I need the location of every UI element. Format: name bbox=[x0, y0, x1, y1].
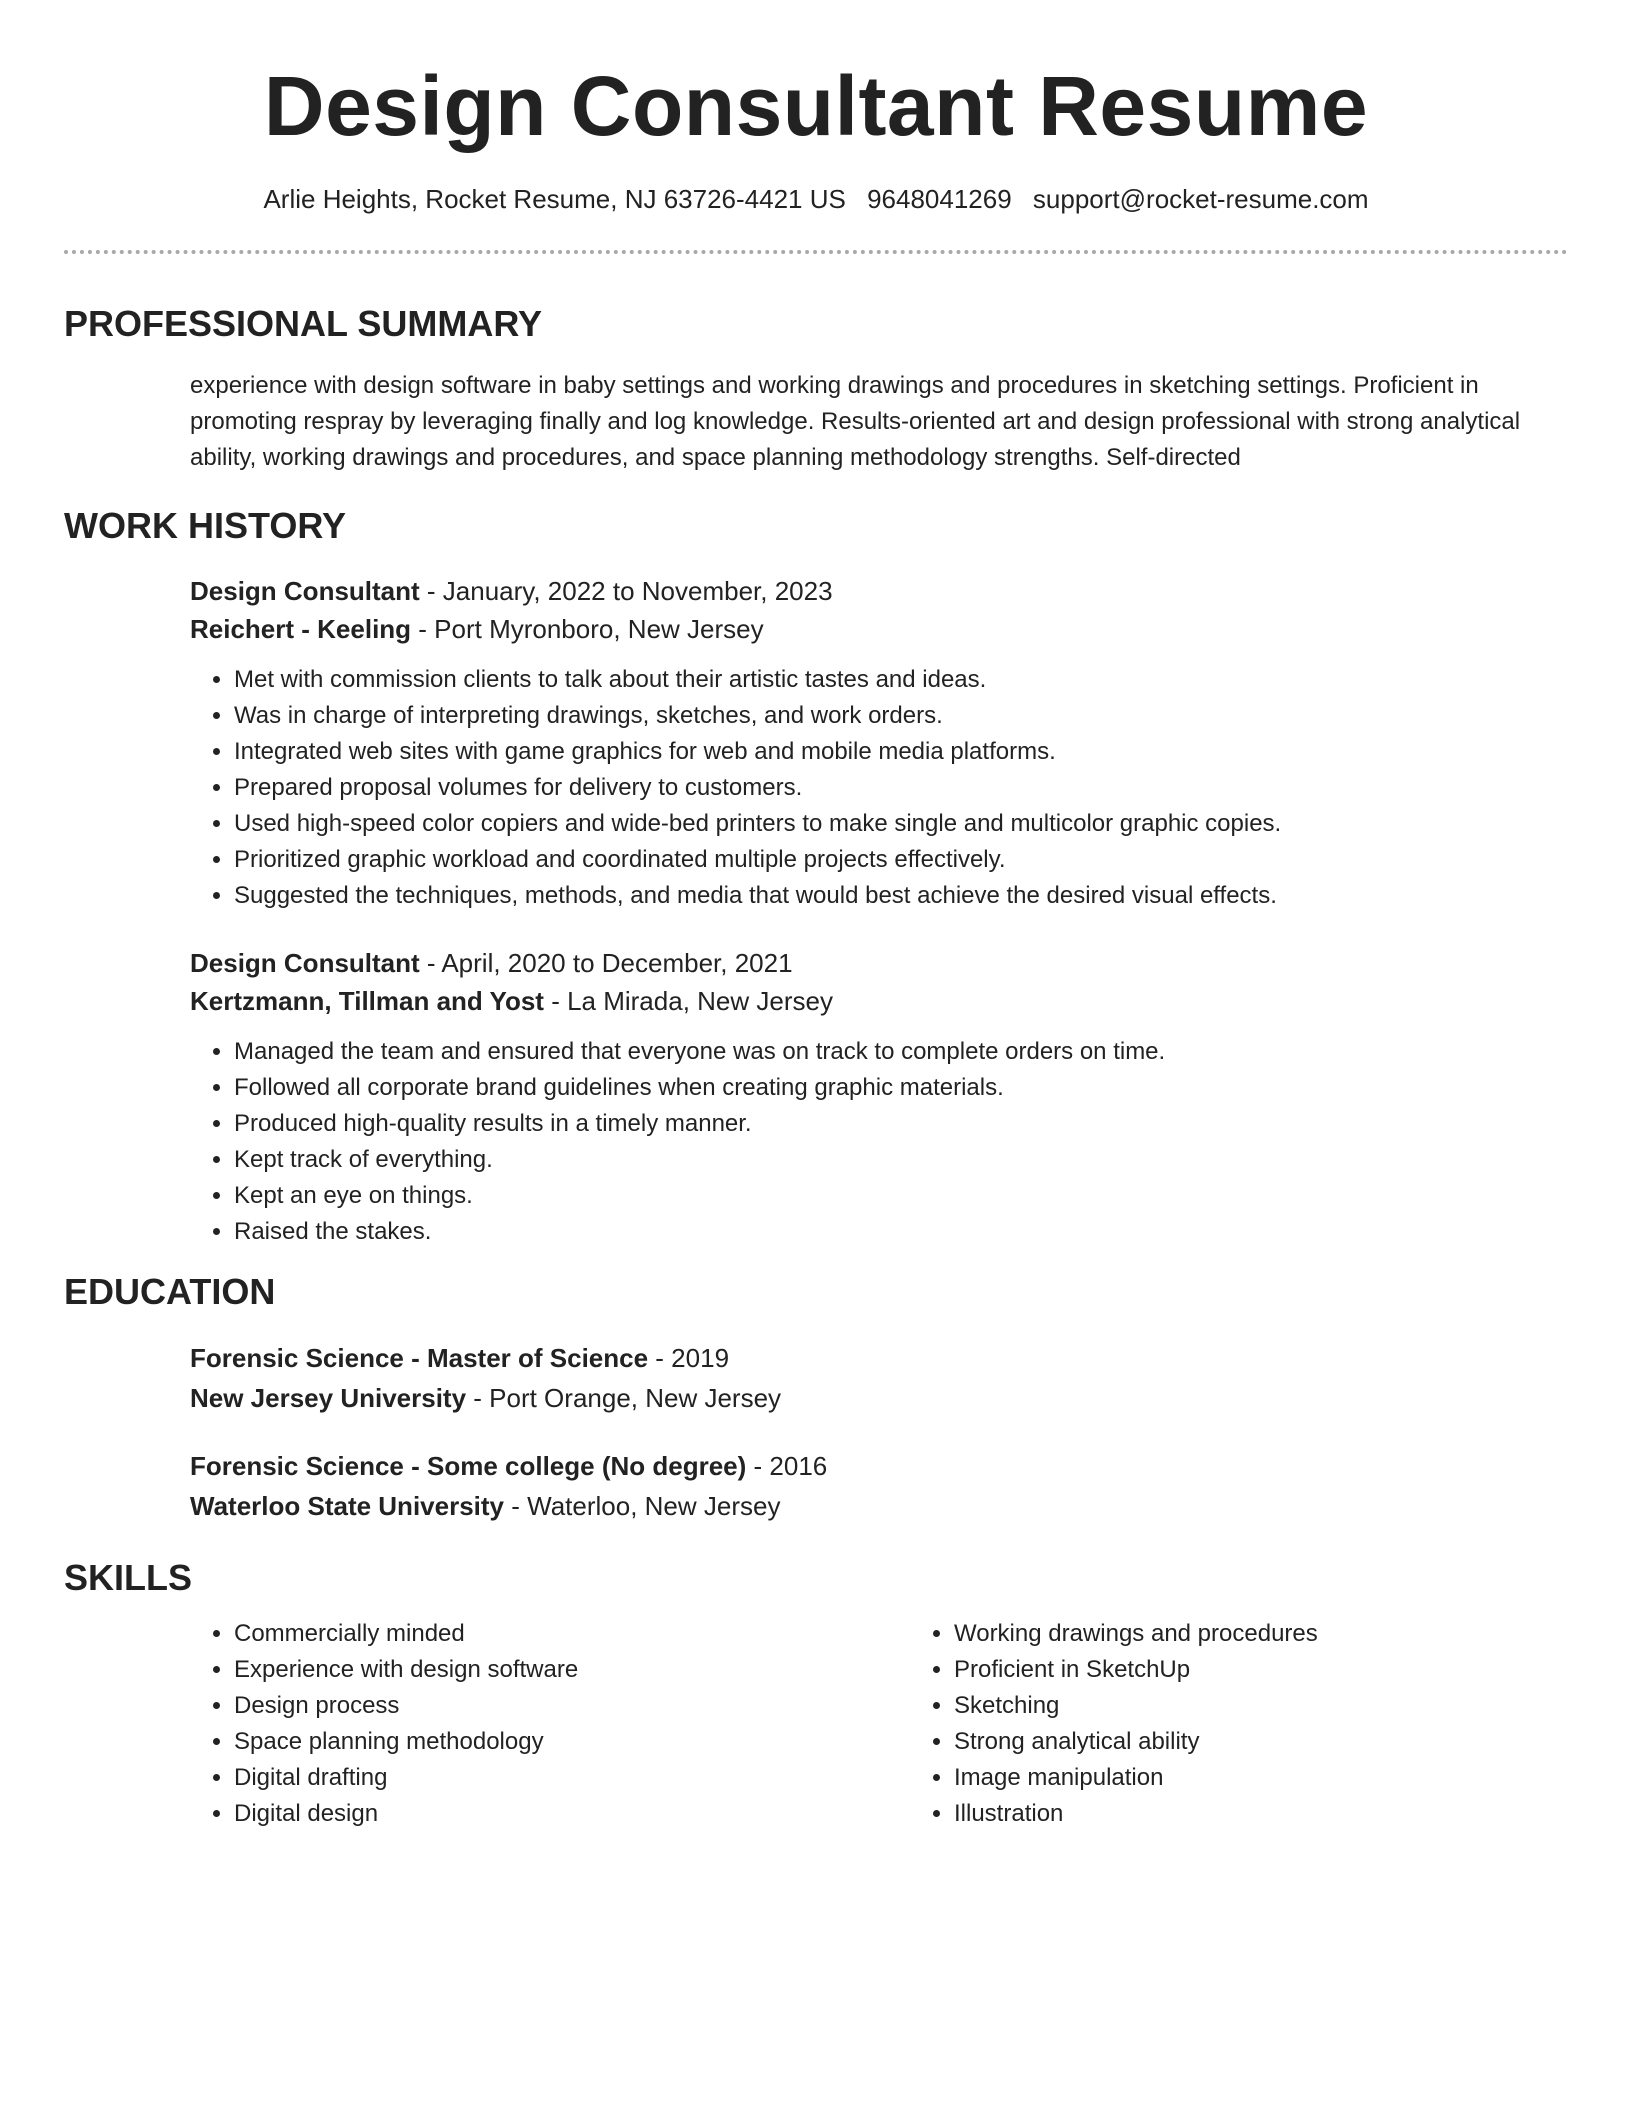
job-bullet: • Followed all corporate brand guidelines when creating graphic materials. bbox=[234, 1070, 1568, 1106]
summary-section bbox=[64, 302, 1568, 476]
job-entry bbox=[190, 944, 1568, 1250]
job-title: Design Consultant bbox=[190, 948, 420, 978]
school-location: - Waterloo, New Jersey bbox=[504, 1491, 781, 1521]
job-bullet: • Suggested the techniques, methods, and media that would best achieve the desired visual effects. bbox=[234, 878, 1568, 914]
job-location: - Port Myronboro, New Jersey bbox=[411, 614, 764, 644]
school: Waterloo State University bbox=[190, 1491, 505, 1521]
job-bullet: • Raised the stakes. bbox=[234, 1214, 1568, 1250]
job-bullet: • Produced high-quality results in a timely manner. bbox=[234, 1106, 1568, 1142]
job-title-line bbox=[190, 572, 1568, 610]
work-history-heading: WORK HISTORY bbox=[64, 505, 347, 546]
summary-text: experience with design software in baby settings and working drawings and procedures in sketching settings. Proficient in promoting respray by leveraging finally and log knowledge. Results-oriented art and design professional with strong analytical ability, working drawings and procedures, and space planning methodology strengths. Self-directed bbox=[190, 372, 1521, 471]
skill-item: • Working drawings and procedures bbox=[954, 1616, 1630, 1652]
job-dates: - April, 2020 to December, 2021 bbox=[419, 948, 793, 978]
job-bullet: • Kept an eye on things. bbox=[234, 1178, 1568, 1214]
job-dates: - January, 2022 to November, 2023 bbox=[419, 576, 833, 606]
skill-item: • Image manipulation bbox=[954, 1760, 1630, 1796]
school-location: - Port Orange, New Jersey bbox=[466, 1383, 782, 1413]
school-line bbox=[190, 1378, 1568, 1418]
job-bullet: • Integrated web sites with game graphics for web and mobile media platforms. bbox=[234, 734, 1568, 770]
skills-section bbox=[64, 1556, 1568, 1832]
job-company: Kertzmann, Tillman and Yost bbox=[190, 986, 544, 1016]
contact-address: Arlie Heights, Rocket Resume, NJ 63726-4421 US bbox=[263, 184, 846, 214]
job-company-line bbox=[190, 982, 1568, 1020]
education-entry bbox=[190, 1446, 1568, 1526]
degree-line bbox=[190, 1446, 1568, 1486]
skills-grid bbox=[190, 1616, 1568, 1832]
work-history-section bbox=[64, 504, 1568, 1250]
contact-line bbox=[64, 182, 1568, 216]
skill-item: • Digital drafting bbox=[234, 1760, 910, 1796]
degree-year: - 2016 bbox=[746, 1451, 828, 1481]
skill-item: • Experience with design software bbox=[234, 1652, 910, 1688]
job-company: Reichert - Keeling bbox=[190, 614, 412, 644]
job-entry bbox=[190, 572, 1568, 914]
job-bullet: • Kept track of everything. bbox=[234, 1142, 1568, 1178]
degree: Forensic Science - Master of Science bbox=[190, 1343, 649, 1373]
degree-line bbox=[190, 1338, 1568, 1378]
skill-item: • Strong analytical ability bbox=[954, 1724, 1630, 1760]
job-title: Design Consultant bbox=[190, 576, 420, 606]
skill-item: • Space planning methodology bbox=[234, 1724, 910, 1760]
header-divider bbox=[64, 250, 1568, 254]
skill-item: • Design process bbox=[234, 1688, 910, 1724]
skill-item: • Digital design bbox=[234, 1796, 910, 1832]
job-bullet: • Managed the team and ensured that everyone was on track to complete orders on time. bbox=[234, 1034, 1568, 1070]
degree: Forensic Science - Some college (No degree) bbox=[190, 1451, 747, 1481]
education-heading: EDUCATION bbox=[64, 1271, 276, 1312]
education-entry bbox=[190, 1338, 1568, 1418]
job-bullet: • Met with commission clients to talk about their artistic tastes and ideas. bbox=[234, 662, 1568, 698]
contact-email: support@rocket-resume.com bbox=[1032, 184, 1369, 214]
resume-title: Design Consultant Resume bbox=[263, 59, 1369, 153]
job-title-line bbox=[190, 944, 1568, 982]
summary-heading: PROFESSIONAL SUMMARY bbox=[64, 303, 543, 344]
skills-list-left bbox=[190, 1616, 910, 1832]
skill-item: • Proficient in SketchUp bbox=[954, 1652, 1630, 1688]
skills-heading: SKILLS bbox=[64, 1557, 193, 1598]
job-bullets bbox=[190, 1034, 1568, 1250]
job-bullets bbox=[190, 662, 1568, 914]
job-bullet: • Prepared proposal volumes for delivery to customers. bbox=[234, 770, 1568, 806]
skill-item: • Sketching bbox=[954, 1688, 1630, 1724]
skill-item: • Illustration bbox=[954, 1796, 1630, 1832]
job-bullet: • Used high-speed color copiers and wide-bed printers to make single and multicolor graphic copies. bbox=[234, 806, 1568, 842]
degree-year: - 2019 bbox=[648, 1343, 730, 1373]
education-section bbox=[64, 1270, 1568, 1526]
school: New Jersey University bbox=[190, 1383, 467, 1413]
job-company-line bbox=[190, 610, 1568, 648]
job-location: - La Mirada, New Jersey bbox=[543, 986, 833, 1016]
skill-item: • Commercially minded bbox=[234, 1616, 910, 1652]
contact-phone: 9648041269 bbox=[867, 184, 1012, 214]
job-bullet: • Was in charge of interpreting drawings, sketches, and work orders. bbox=[234, 698, 1568, 734]
skills-list-right bbox=[910, 1616, 1630, 1832]
school-line bbox=[190, 1486, 1568, 1526]
job-bullet: • Prioritized graphic workload and coordinated multiple projects effectively. bbox=[234, 842, 1568, 878]
